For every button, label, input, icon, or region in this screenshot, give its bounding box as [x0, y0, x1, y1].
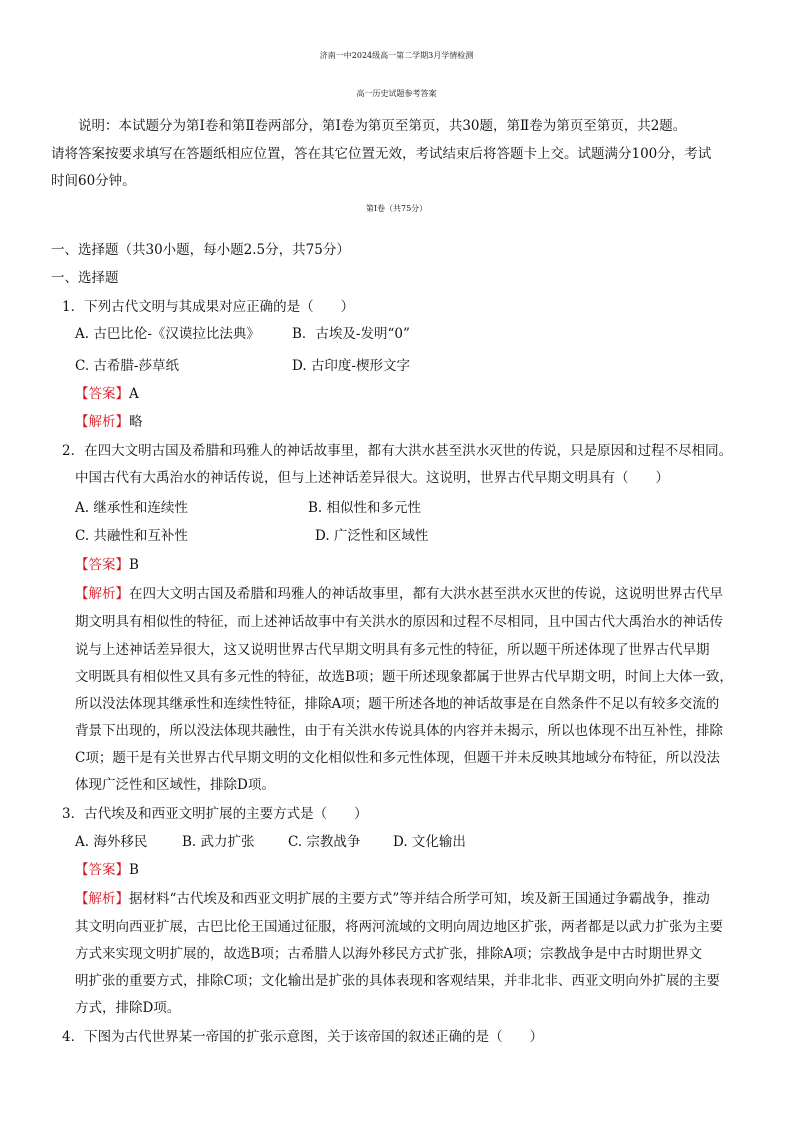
question-2-option-a: A. 继承性和连续性 — [75, 500, 188, 516]
question-2-analysis-line-6: 背景下出现的，所以没法体现共融性，由于有关洪水传说具体的内容并未揭示，所以也体现不出互补性，排除 — [75, 723, 723, 739]
analysis-text: 据材料“古代埃及和西亚文明扩展的主要方式”等并结合所学可知，埃及新王国通过争霸战争，推动 — [129, 891, 710, 907]
question-3-analysis-line-3: 方式来实现文明扩展的，故选B项；古希腊人以海外移民方式扩张，排除A项；宗教战争是中古时期世界文 — [75, 946, 703, 962]
question-3-analysis-line-4: 明扩张的重要方式，排除C项；文化输出是扩张的具体表现和客观结果，并非北非、西亚文明向外扩展的主要 — [75, 973, 720, 989]
question-1-option-b: B．古埃及-发明“0” — [292, 326, 410, 342]
question-1-analysis — [75, 412, 143, 432]
question-3-analysis-line-2: 其文明向西亚扩展，古巴比伦王国通过征服，将两河流域的文明向周边地区扩张，两者都是以武力扩张为主要 — [75, 919, 723, 935]
analysis-label: 【解析】 — [75, 414, 129, 430]
question-2-stem-line-1: 2．在四大文明古国及希腊和玛雅人的神话故事里，都有大洪水甚至洪水灭世的传说，只是原因和过程不尽相同。 — [62, 443, 733, 459]
section-header-repeat: 一、选择题 — [51, 270, 119, 286]
answer-label: 【答案】 — [75, 386, 129, 402]
question-1-answer — [75, 384, 139, 404]
question-2-answer — [75, 555, 139, 575]
question-2-analysis-line-5: 所以没法体现其继承性和连续性特征，排除A项；题干所述各地的神话故事是在自然条件不足以有较多交流的 — [75, 696, 720, 712]
question-1-stem: 1．下列古代文明与其成果对应正确的是（ ） — [62, 299, 355, 315]
analysis-label: 【解析】 — [75, 586, 129, 602]
question-3-option-c: C. 宗教战争 — [288, 834, 361, 850]
question-1-option-d: D. 古印度-楔形文字 — [292, 358, 410, 374]
question-2-stem-line-2: 中国古代有大禹治水的神话传说，但与上述神话差异很大。这说明，世界古代早期文明具有（ ） — [75, 470, 669, 486]
instructions-line-3: 时间60分钟。 — [51, 173, 136, 189]
document-subtitle: 高一历史试题参考答案 — [356, 89, 437, 98]
analysis-text: 略 — [129, 414, 143, 430]
analysis-text: 在四大文明古国及希腊和玛雅人的神话故事里，都有大洪水甚至洪水灭世的传说，这说明世界古代早 — [129, 586, 723, 602]
question-3-analysis-line-1 — [75, 889, 710, 909]
part-title: 第Ⅰ卷（共75分） — [365, 204, 428, 213]
question-3-option-a: A. 海外移民 — [75, 834, 148, 850]
question-3-option-b: B. 武力扩张 — [182, 834, 255, 850]
question-2-analysis-line-4: 文明既具有相似性又具有多元性的特征，故选B项；题干所述现象都属于世界古代早期文明，时间上大体一致， — [75, 669, 733, 685]
question-2-analysis-line-8: 体现广泛性和区域性，排除D项。 — [75, 777, 275, 793]
question-1-option-c: C. 古希腊-莎草纸 — [75, 358, 179, 374]
question-2-analysis-line-7: C项；题干是有关世界古代早期文明的文化相似性和多元性体现，但题干并未反映其地域分布特征，所以没法 — [75, 750, 720, 766]
question-2-analysis-line-1 — [75, 584, 723, 604]
section-header: 一、选择题（共30小题，每小题2.5分，共75分） — [51, 242, 350, 258]
question-2-analysis-line-2: 期文明具有相似性的特征，而上述神话故事中有关洪水的原因和过程不尽相同，且中国古代大禹治水的神话传 — [75, 614, 723, 630]
question-3-option-d: D. 文化输出 — [393, 834, 466, 850]
question-3-analysis-line-5: 方式，排除D项。 — [75, 1000, 181, 1016]
question-1-option-a: A. 古巴比伦-《汉谟拉比法典》 — [75, 326, 260, 342]
answer-value: B — [129, 557, 139, 573]
document-title: 济南一中2024级高一第二学期3月学情检测 — [319, 51, 474, 60]
question-2-option-d: D. 广泛性和区域性 — [315, 528, 429, 544]
answer-value: B — [129, 862, 139, 878]
question-3-stem: 3．古代埃及和西亚文明扩展的主要方式是（ ） — [62, 806, 368, 822]
instructions-line-2: 请将答案按要求填写在答题纸相应位置，答在其它位置无效，考试结束后将答题卡上交。试题满分100分，考试 — [51, 146, 712, 162]
question-2-analysis-line-3: 说与上述神话差异很大，这又说明世界古代早期文明具有多元性的特征，所以题干所述体现了世界古代早期 — [75, 642, 710, 658]
analysis-label: 【解析】 — [75, 891, 129, 907]
answer-label: 【答案】 — [75, 557, 129, 573]
answer-value: A — [129, 386, 139, 402]
question-3-answer — [75, 860, 139, 880]
question-2-option-c: C. 共融性和互补性 — [75, 528, 188, 544]
question-4-stem: 4．下图为古代世界某一帝国的扩张示意图，关于该帝国的叙述正确的是（ ） — [62, 1029, 544, 1045]
question-2-option-b: B. 相似性和多元性 — [308, 500, 422, 516]
answer-label: 【答案】 — [75, 862, 129, 878]
instructions-line-1: 说明：本试题分为第Ⅰ卷和第Ⅱ卷两部分，第Ⅰ卷为第页至第页，共30题，第Ⅱ卷为第页至第页，共2题。 — [78, 118, 687, 134]
